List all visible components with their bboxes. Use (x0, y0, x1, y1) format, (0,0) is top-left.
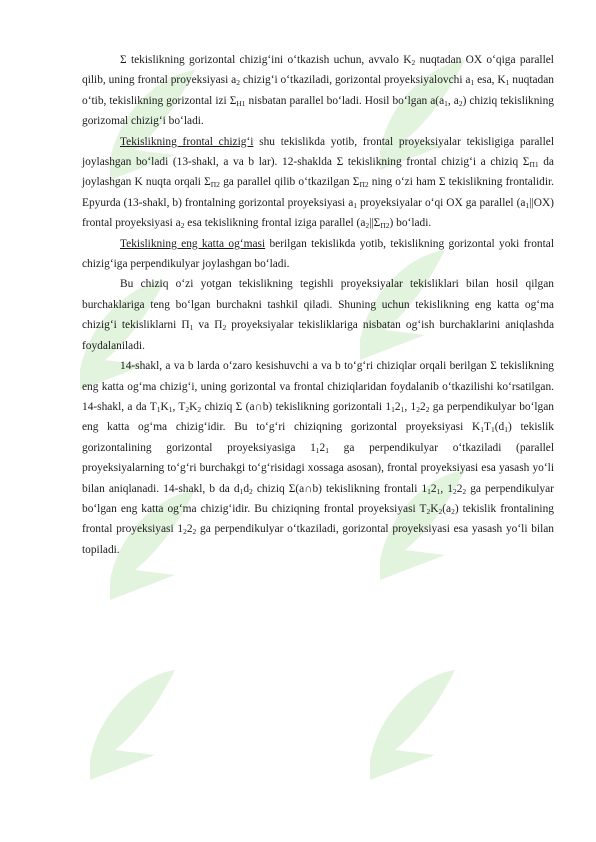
paragraph-burchak (82, 274, 554, 356)
text-run: nisbatan parallel bo‘ladi. Hosil bo‘lgan a(a (245, 94, 445, 107)
text-run: , 1 (404, 400, 417, 413)
subscript: Π1 (529, 160, 539, 170)
text-run: ga parallel qilib o‘tkazilgan Σ (219, 176, 360, 189)
text-run: 2 (319, 441, 326, 454)
text-run: , T (172, 400, 186, 413)
text-run: va Π (193, 319, 223, 332)
text-run: 2 (186, 523, 193, 536)
subscript: 1 (391, 404, 395, 414)
subscript: 2 (438, 506, 443, 516)
subscript: 2 (411, 58, 416, 67)
text-run: , 1 (440, 482, 453, 495)
subscript: 1 (504, 425, 508, 435)
subscript: 2 (365, 221, 370, 231)
text-run: nuqtadan o‘tib, tekislikning gorizontal izi Σ (82, 74, 554, 107)
subscript: 2 (197, 404, 202, 414)
subscript: 2 (458, 98, 463, 108)
text-run: K (160, 400, 169, 413)
term-underlined: Tekislikning frontal chizig‘i (120, 135, 254, 148)
subscript: 1 (470, 78, 475, 88)
text-run: berilgan tekislikda yotib, tekislikning gorizontal yoki frontal chizig‘iga perpendikulyar joylashgan bo‘ladi. (82, 237, 554, 271)
subscript: 1 (505, 78, 510, 88)
subscript: 1 (353, 200, 357, 210)
text-run: 14-shakl, a va b larda o‘zaro kesishuvchi a va b to‘g‘ri chiziqlar orqali berilgan Σ tekislikning eng katta og‘ma chizig‘i, uning gorizontal va frontal chiziqlaridan foydalanib o‘tkazilishi ko‘rsatilgan. 14-shakl, a da T (82, 360, 554, 413)
text-run: proyeksiyalar tekisliklariga nisbatan og‘ish burchaklarini aniqlashda foydalaniladi. (82, 319, 554, 352)
subscript: 1 (315, 445, 320, 455)
watermark-leaf (90, 670, 175, 780)
subscript: 1 (400, 404, 405, 414)
subscript: 2 (416, 404, 420, 414)
subscript: 2 (452, 486, 457, 496)
text-run: ) bo‘ladi. (389, 217, 432, 230)
subscript: 2 (180, 221, 185, 231)
subscript: 1 (156, 404, 161, 414)
text-run: ga perpendikulyar o‘tkaziladi (parallel proyeksiyalarning to‘g‘ri burchakgi to‘g‘risidagi xossaga asosan), frontal proyeksiyasi esa yasash yo‘li bilan aniqlanadi. 14-shakl, b da d (82, 441, 554, 495)
text-run: nuqtadan OX o‘qiga parallel qilib, uning frontal proyeksiyasi a (82, 54, 554, 87)
subscript: H1 (236, 98, 246, 108)
subscript: 1 (325, 445, 329, 455)
subscript: 1 (490, 425, 495, 435)
paragraph-frontal (82, 132, 554, 234)
text-run: ga perpendikulyar bo‘lgan eng katta og‘ma chizig‘idir. Bu to‘g‘ri chiziqning gorizontal proyeksiyasi K (82, 400, 554, 434)
text-run: T (483, 421, 491, 434)
text-run: 2 (430, 482, 437, 495)
subscript: 2 (183, 527, 187, 537)
text-run: ga perpendikulyar o‘tkaziladi, gorizontal proyeksiyasi esa yasash yo‘li bilan topiladi. (82, 523, 554, 556)
subscript: 2 (185, 404, 190, 414)
text-run: 2 (419, 400, 426, 413)
text-run: , a (447, 94, 459, 107)
subscript: 2 (222, 323, 227, 333)
text-run: ) chiziq tekislikning gorizomal chizig‘i bo‘ladi. (82, 94, 554, 128)
text-run: chizig‘i o‘tkaziladi, gorizontal proyeksiyalovchi a (239, 74, 471, 87)
term-underlined: Tekislikning eng katta og‘masi (120, 237, 266, 250)
text-run: K (189, 400, 198, 413)
document-body (82, 50, 554, 560)
paragraph-eng-katta-ogma (82, 234, 554, 275)
subscript: Π2 (210, 180, 220, 190)
text-run: (d (494, 421, 505, 434)
subscript: 1 (436, 486, 441, 496)
text-run: ) tekislik frontalining frontal proyeksiyasi 1 (82, 502, 554, 536)
text-run: Σ tekislikning gorizontal chizig‘ini o‘tkazish uchun, avvalo K (120, 54, 412, 66)
text-run: chiziq Σ (a∩b) tekislikning gorizontali 1 (201, 400, 392, 413)
paragraph-14-shakl (82, 356, 554, 560)
subscript: 2 (426, 506, 431, 516)
subscript: Π2 (380, 221, 390, 231)
text-run: Bu chiziq o‘zi yotgan tekislikning tegishli proyeksiyalar tekisliklari bilan hosil qilgan burchaklariga teng bo‘lgan burchakni tashkil qiladi. Shuning uchun tekislikning eng katta og‘ma chizig‘i tekisliklarni Π (82, 278, 554, 332)
subscript: 2 (236, 78, 240, 88)
text-run: 2 (394, 400, 401, 413)
text-run: esa tekislikning frontal iziga parallel (a (184, 217, 366, 230)
text-run: esa, K (474, 74, 506, 87)
subscript: 1 (480, 425, 484, 435)
text-run: ga perpendikulyar bo‘lgan eng katta og‘ma chizig‘idir. Bu chiziqning frontal proyeksiyasi T (82, 482, 554, 515)
subscript: 1 (525, 200, 530, 210)
subscript: 1 (168, 404, 173, 414)
text-run: d (243, 482, 250, 495)
subscript: 1 (427, 486, 431, 496)
subscript: 1 (444, 98, 448, 108)
text-run: shu tekislikda yotib, frontal proyeksiyalar tekisligiga parallel joylashgan bo‘ladi (13-shakl, a va b lar). 12-shaklda Σ tekislikning frontal chizig‘i a chiziq Σ (82, 135, 554, 169)
subscript: 1 (239, 486, 244, 496)
subscript: 2 (451, 506, 455, 516)
text-run: ning o‘zi ham Σ tekislikning frontalidir. Epyurda (13-shakl, b) frontalning gorizontal proyeksiyasi a (82, 176, 555, 209)
subscript: 2 (249, 486, 253, 496)
subscript: 2 (192, 527, 197, 537)
watermark-leaf (370, 670, 455, 780)
text-run: ||OX) frontal proyeksiyasi a (82, 196, 554, 230)
text-run: K (430, 502, 439, 515)
text-run: da joylashgan K nuqta orqali Σ (82, 156, 554, 189)
subscript: 2 (425, 404, 430, 414)
text-run: 2 (456, 482, 463, 495)
paragraph-gorizontal (82, 50, 554, 132)
text-run: proyeksiyalar o‘qi OX ga parallel (a (357, 196, 526, 209)
subscript: 1 (189, 323, 194, 333)
text-run: chiziq Σ(a∩b) tekislikning frontali 1 (252, 482, 428, 495)
subscript: 2 (462, 486, 467, 496)
text-run: ) tekislik gorizontalining gorizontal proyeksiyasiga 1 (82, 421, 554, 454)
subscript: Π2 (359, 180, 369, 190)
text-run: (a (442, 502, 452, 515)
text-run: ||Σ (369, 217, 381, 230)
